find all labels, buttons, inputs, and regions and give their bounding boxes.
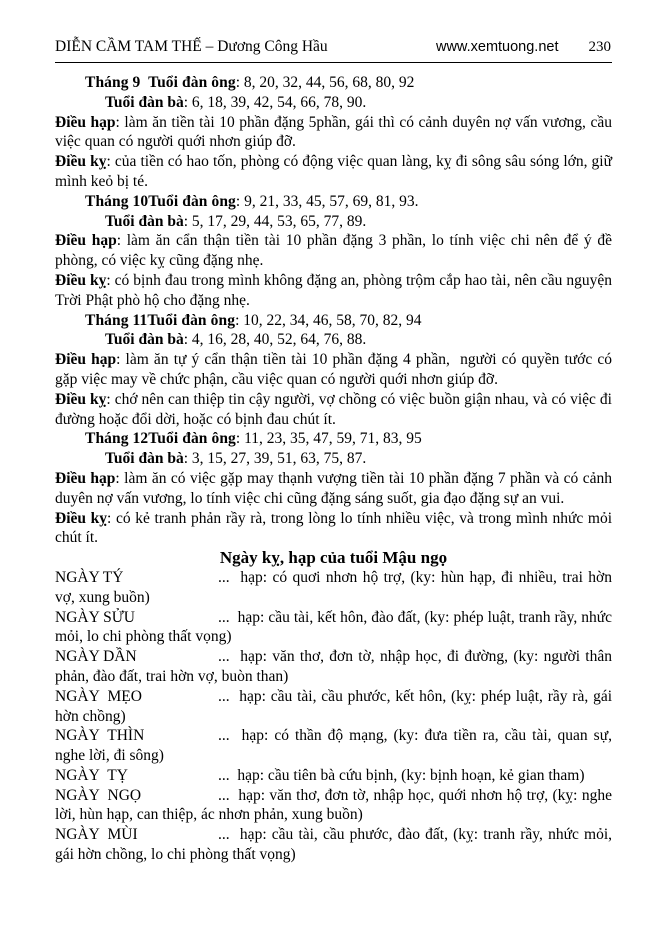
month-heading-thang-11 xyxy=(55,311,612,331)
day-name: NGÀY DẦN xyxy=(55,648,137,666)
day-name: NGÀY NGỌ xyxy=(55,786,142,804)
tuoi-lead: Tuổi đàn bà xyxy=(105,212,184,230)
tuoi-lead: Tuổi đàn bà xyxy=(105,93,184,111)
page-header xyxy=(55,38,611,56)
day-row-suu xyxy=(55,608,612,648)
dieu-ky-text: : có bịnh đau trong mình không đặng an, phòng trộm cắp hao tài, nên cầu nguyện Trời Phật phò hộ cho đặng nhẹ. xyxy=(55,271,612,309)
month-values: : 9, 21, 33, 45, 57, 69, 81, 93. xyxy=(235,192,419,210)
page-content xyxy=(55,73,612,865)
dieu-hap-lead: Điều hạp xyxy=(55,351,117,369)
dieu-hap-thang-12 xyxy=(55,469,612,509)
dieu-hap-text: : làm ăn tiền tài 10 phần đặng 5phần, gái thì có cảnh duyên nợ vấn vương, cầu việc quan có người quới nhơn giúp đỡ. xyxy=(55,113,612,151)
dieu-hap-lead: Điều hạp xyxy=(55,232,117,250)
section-heading: Ngày kỵ, hạp của tuổi Mậu ngọ xyxy=(219,548,448,568)
day-row-thin xyxy=(55,726,612,766)
dieu-ky-lead: Điều kỵ xyxy=(55,390,107,408)
tuoi-values: : 5, 17, 29, 44, 53, 65, 77, 89. xyxy=(183,212,367,230)
tuoi-dan-ba-thang-12 xyxy=(55,449,612,469)
day-name: NGÀY MẸO xyxy=(55,687,142,705)
month-lead: Tháng 11Tuổi đàn ông xyxy=(85,311,236,329)
tuoi-lead: Tuổi đàn bà xyxy=(105,331,184,349)
day-row-mui xyxy=(55,825,612,865)
day-text: ... hạp: cầu tiên bà cứu bịnh, (ky: bịnh hoạn, kẻ gian tham) xyxy=(218,766,585,784)
month-values: : 8, 20, 32, 44, 56, 68, 80, 92 xyxy=(235,74,415,91)
header-divider xyxy=(55,62,612,63)
tuoi-dan-ba-thang-11 xyxy=(55,330,612,350)
dieu-hap-text: : làm ăn tự ý cẩn thận tiền tài 10 phần đặng 4 phần, người có quyền tước có gặp việc may về chức phận, cầu việc quan có người quới nhơn giúp đỡ. xyxy=(55,351,612,388)
day-text: ... hạp: văn thơ, đơn tờ, nhập học, đi đường, (ky: người thân phản, đào đất, trai hờn vợ, buòn than) xyxy=(55,648,612,685)
day-name: NGÀY MÙI xyxy=(55,826,138,844)
dieu-ky-thang-10 xyxy=(55,271,612,311)
month-lead: Tháng 9 Tuổi đàn ông xyxy=(85,74,236,91)
dieu-ky-thang-12 xyxy=(55,509,612,549)
day-name: NGÀY SỬU xyxy=(55,608,135,626)
dieu-ky-thang-9 xyxy=(55,152,612,192)
dieu-ky-lead: Điều kỵ xyxy=(55,153,107,171)
dieu-hap-text: : làm ăn cẩn thận tiền tài 10 phần đặng 3 phần, lo tính việc chi nên để ý đề phòng, có việc kỵ cũng đặng nhẹ. xyxy=(55,232,612,270)
day-row-tyj xyxy=(55,766,612,786)
tuoi-lead: Tuổi đàn bà xyxy=(105,450,184,468)
page-number: 230 xyxy=(588,39,611,55)
day-text: ... hạp: cầu tài, cầu phước, đào đất, (kỵ: tranh rầy, nhức mỏi, gái hờn chồng, lo chi phòng thất vọng) xyxy=(55,826,612,864)
dieu-hap-thang-9 xyxy=(55,113,612,153)
dieu-ky-lead: Điều kỵ xyxy=(55,509,108,527)
day-row-meo xyxy=(55,687,612,727)
month-heading-thang-10 xyxy=(55,192,612,212)
dieu-hap-thang-10 xyxy=(55,231,612,271)
day-name: NGÀY TÝ xyxy=(55,568,124,586)
dieu-hap-lead: Điều hạp xyxy=(55,113,116,131)
day-text: ... hạp: văn thơ, đơn tờ, nhập học, quới nhơn hộ trợ, (kỵ: nghe lời, hùn hạp, can thiệp, ác nhơn phản, xung buồn) xyxy=(55,786,612,824)
tuoi-dan-ba-thang-9 xyxy=(55,93,612,113)
day-name: NGÀY THÌN xyxy=(55,727,145,745)
tuoi-values: : 4, 16, 28, 40, 52, 64, 76, 88. xyxy=(183,331,367,349)
day-row-ngo xyxy=(55,786,612,826)
day-row-ty xyxy=(55,568,612,608)
tuoi-dan-ba-thang-10 xyxy=(55,212,612,232)
month-lead: Tháng 10Tuổi đàn ông xyxy=(85,192,236,210)
dieu-ky-lead: Điều kỵ xyxy=(55,271,107,289)
header-right xyxy=(436,39,611,56)
dieu-ky-text: : có kẻ tranh phản rầy rà, trong lòng lo tính nhiều việc, và trong mình nhức mỏi chút ít. xyxy=(55,509,612,547)
month-lead: Tháng 12Tuổi đàn ông xyxy=(85,430,236,448)
website-url: www.xemtuong.net xyxy=(435,39,559,55)
day-text: ... hạp: cầu tài, cầu phước, kết hôn, (kỵ: phép luật, rầy rà, gái hờn chồng) xyxy=(55,687,612,725)
tuoi-values: : 3, 15, 27, 39, 51, 63, 75, 87. xyxy=(183,450,367,468)
dieu-ky-text: : của tiền có hao tốn, phòng có động việc quan làng, kỵ đi sông sâu sóng lớn, giữ mình keỏ bị té. xyxy=(55,153,612,190)
day-text: ... hạp: có quơi nhơn hộ trợ, (ky: hùn hạp, đi nhiều, trai hờn vợ, xung buồn) xyxy=(55,568,612,606)
day-text: ... hạp: có thần độ mạng, (ky: đưa tiền ra, cầu tài, quan sự, nghe lời, đi sông) xyxy=(55,727,612,765)
tuoi-values: : 6, 18, 39, 42, 54, 66, 78, 90. xyxy=(183,93,367,111)
book-title: DIỄN CẦM TAM THẾ – Dương Công Hầu xyxy=(55,38,328,55)
month-values: : 10, 22, 34, 46, 58, 70, 82, 94 xyxy=(235,311,422,329)
month-heading-thang-9 xyxy=(55,73,612,93)
day-name: NGÀY TỴ xyxy=(55,766,128,784)
dieu-ky-text: : chớ nên can thiệp tin cậy người, vợ chồng có việc buồn giận nhau, và có việc đi đường hoặc đổi dời, hoặc có bịnh đau chút ít. xyxy=(55,390,612,428)
month-values: : 11, 23, 35, 47, 59, 71, 83, 95 xyxy=(235,430,422,448)
dieu-hap-text: : làm ăn có việc gặp may thạnh vượng tiền tài 10 phần đặng 7 phần và có cảnh duyên nợ vấn vương, lo tính việc chi cũng đặng sáng suốt, gia đạo đặng sự an vui. xyxy=(55,469,612,507)
day-text: ... hạp: cầu tài, kết hôn, đào đất, (ky: phép luật, tranh rầy, nhức mỏi, lo chi phòng thất vọng) xyxy=(55,608,612,646)
dieu-hap-thang-11 xyxy=(55,350,612,390)
dieu-ky-thang-11 xyxy=(55,390,612,430)
dieu-hap-lead: Điều hạp xyxy=(55,469,116,487)
day-row-dan xyxy=(55,647,612,687)
month-heading-thang-12 xyxy=(55,429,612,449)
